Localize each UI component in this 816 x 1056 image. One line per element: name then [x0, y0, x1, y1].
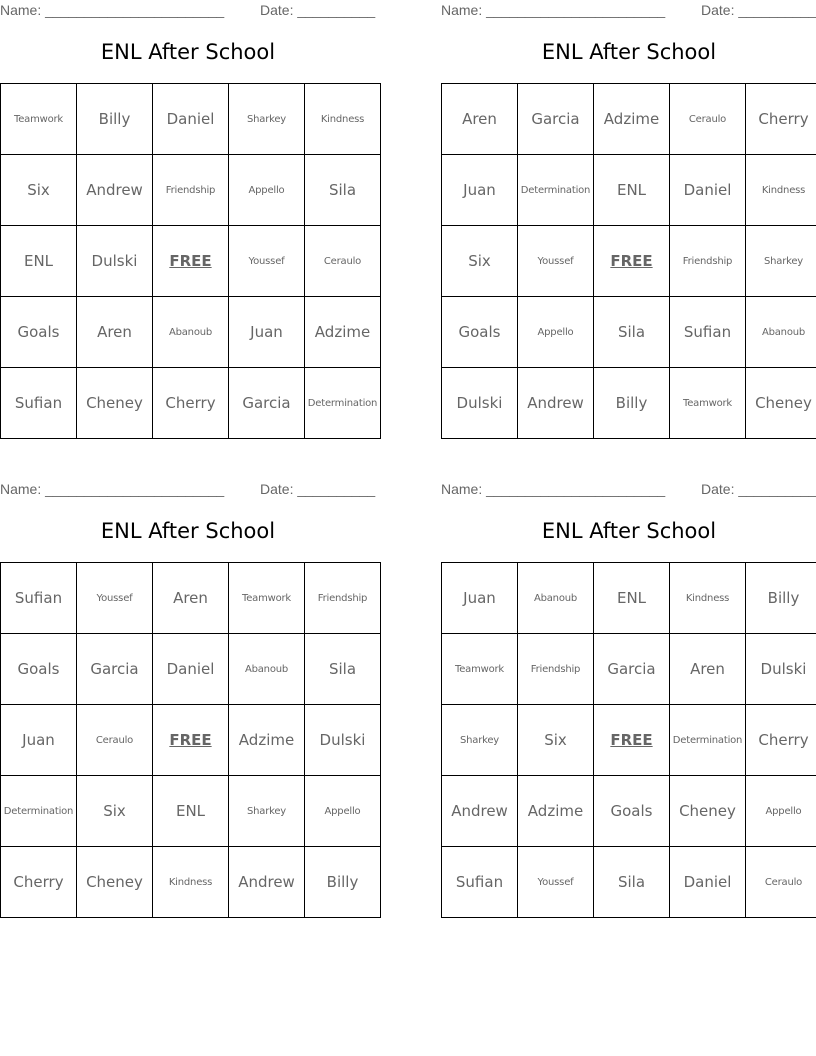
- bingo-cell: Cheney: [670, 776, 746, 847]
- bingo-cell: ENL: [594, 155, 670, 226]
- bingo-cell: Daniel: [153, 84, 229, 155]
- grid-row: [1, 776, 381, 847]
- bingo-cell: ENL: [594, 563, 670, 634]
- bingo-cell: Youssef: [518, 847, 594, 918]
- bingo-cell: Cherry: [746, 705, 816, 776]
- bingo-cell: Kindness: [670, 563, 746, 634]
- bingo-cell: Andrew: [518, 368, 594, 439]
- bingo-cell: Daniel: [153, 634, 229, 705]
- date-field-label: Date: __________: [260, 2, 376, 18]
- bingo-cell: Dulski: [746, 634, 816, 705]
- bingo-cell: Sila: [594, 847, 670, 918]
- bingo-cell: Six: [1, 155, 77, 226]
- bingo-cell: Aren: [670, 634, 746, 705]
- bingo-cell: Andrew: [77, 155, 153, 226]
- bingo-cell: Goals: [594, 776, 670, 847]
- bingo-cell: Andrew: [442, 776, 518, 847]
- bingo-cell: Ceraulo: [670, 84, 746, 155]
- bingo-cell: ENL: [153, 776, 229, 847]
- bingo-cell: Six: [442, 226, 518, 297]
- grid-row: [442, 563, 816, 634]
- bingo-cell: Determination: [518, 155, 594, 226]
- bingo-cell: Sharkey: [442, 705, 518, 776]
- grid-row: [1, 705, 381, 776]
- grid-row: [1, 84, 381, 155]
- bingo-cell: Dulski: [442, 368, 518, 439]
- date-field-label: Date: __________: [701, 481, 816, 497]
- bingo-grid: [441, 83, 816, 439]
- grid-row: [1, 634, 381, 705]
- date-field-label: Date: __________: [701, 2, 816, 18]
- bingo-cell: Aren: [442, 84, 518, 155]
- bingo-cell: Sila: [305, 634, 381, 705]
- grid-row: [1, 155, 381, 226]
- bingo-cell: Dulski: [305, 705, 381, 776]
- bingo-cell: Juan: [442, 155, 518, 226]
- bingo-cell: Sharkey: [229, 84, 305, 155]
- bingo-cell: Abanoub: [746, 297, 816, 368]
- bingo-cell: Garcia: [229, 368, 305, 439]
- bingo-cell: Daniel: [670, 155, 746, 226]
- bingo-cell: Six: [518, 705, 594, 776]
- grid-row: [442, 84, 816, 155]
- bingo-cell: Sila: [594, 297, 670, 368]
- bingo-cell: Ceraulo: [77, 705, 153, 776]
- bingo-cell: Sufian: [442, 847, 518, 918]
- bingo-cell: Teamwork: [229, 563, 305, 634]
- bingo-cell: Youssef: [518, 226, 594, 297]
- bingo-cell: Cheney: [746, 368, 816, 439]
- bingo-cell: Juan: [229, 297, 305, 368]
- bingo-cell: Determination: [305, 368, 381, 439]
- grid-row: [1, 226, 381, 297]
- grid-row: [1, 297, 381, 368]
- card-title: ENL After School: [100, 40, 276, 64]
- name-date-line: [441, 479, 816, 501]
- bingo-grid: [441, 562, 816, 918]
- bingo-cell: Friendship: [305, 563, 381, 634]
- bingo-cell: Determination: [670, 705, 746, 776]
- bingo-cell: Garcia: [77, 634, 153, 705]
- bingo-cell: Abanoub: [153, 297, 229, 368]
- name-date-line: [441, 0, 816, 22]
- bingo-cell: Goals: [1, 634, 77, 705]
- bingo-cell: Friendship: [670, 226, 746, 297]
- card-title: ENL After School: [100, 519, 276, 543]
- bingo-cell: Youssef: [77, 563, 153, 634]
- bingo-cell: Juan: [1, 705, 77, 776]
- bingo-cell: Friendship: [518, 634, 594, 705]
- bingo-cell: Abanoub: [229, 634, 305, 705]
- card-title: ENL After School: [541, 40, 717, 64]
- bingo-cell: Ceraulo: [305, 226, 381, 297]
- grid-row: [442, 705, 816, 776]
- grid-row: [1, 563, 381, 634]
- bingo-cell: Adzime: [229, 705, 305, 776]
- bingo-cell: Juan: [442, 563, 518, 634]
- bingo-cell: Teamwork: [442, 634, 518, 705]
- name-field-label: Name: _______________________: [441, 2, 666, 18]
- free-space-cell: FREE: [153, 226, 229, 297]
- bingo-cell: Sufian: [670, 297, 746, 368]
- bingo-grid: [0, 562, 381, 918]
- bingo-cell: Cherry: [746, 84, 816, 155]
- bingo-cell: Goals: [1, 297, 77, 368]
- bingo-cell: Sharkey: [229, 776, 305, 847]
- bingo-cell: Cheney: [77, 368, 153, 439]
- bingo-cell: Goals: [442, 297, 518, 368]
- bingo-cell: Appello: [518, 297, 594, 368]
- bingo-cell: Sufian: [1, 563, 77, 634]
- date-field-label: Date: __________: [260, 481, 376, 497]
- bingo-cell: Youssef: [229, 226, 305, 297]
- grid-row: [1, 847, 381, 918]
- bingo-cell: Garcia: [518, 84, 594, 155]
- bingo-cell: Six: [77, 776, 153, 847]
- bingo-cell: Billy: [77, 84, 153, 155]
- bingo-cell: Appello: [746, 776, 816, 847]
- grid-row: [442, 297, 816, 368]
- bingo-cell: Cheney: [77, 847, 153, 918]
- card-title: ENL After School: [541, 519, 717, 543]
- grid-row: [442, 776, 816, 847]
- bingo-cell: Aren: [77, 297, 153, 368]
- grid-row: [1, 368, 381, 439]
- free-space-cell: FREE: [594, 226, 670, 297]
- bingo-cell: Friendship: [153, 155, 229, 226]
- bingo-cell: Determination: [1, 776, 77, 847]
- bingo-cell: Abanoub: [518, 563, 594, 634]
- grid-row: [442, 634, 816, 705]
- bingo-cell: Andrew: [229, 847, 305, 918]
- bingo-cell: Appello: [305, 776, 381, 847]
- bingo-cell: Cherry: [1, 847, 77, 918]
- name-date-line: [0, 0, 376, 22]
- bingo-cell: Kindness: [153, 847, 229, 918]
- name-field-label: Name: _______________________: [0, 481, 225, 497]
- bingo-cell: Adzime: [518, 776, 594, 847]
- bingo-cell: Sila: [305, 155, 381, 226]
- bingo-cell: Daniel: [670, 847, 746, 918]
- name-field-label: Name: _______________________: [441, 481, 666, 497]
- grid-row: [442, 368, 816, 439]
- name-field-label: Name: _______________________: [0, 2, 225, 18]
- grid-row: [442, 847, 816, 918]
- bingo-cell: Billy: [746, 563, 816, 634]
- bingo-grid: [0, 83, 381, 439]
- bingo-cell: Sharkey: [746, 226, 816, 297]
- bingo-cell: Sufian: [1, 368, 77, 439]
- bingo-cell: Adzime: [305, 297, 381, 368]
- bingo-cell: Aren: [153, 563, 229, 634]
- name-date-line: [0, 479, 376, 501]
- free-space-cell: FREE: [153, 705, 229, 776]
- grid-row: [442, 155, 816, 226]
- bingo-cell: Teamwork: [1, 84, 77, 155]
- grid-row: [442, 226, 816, 297]
- bingo-cell: Cherry: [153, 368, 229, 439]
- bingo-cell: Teamwork: [670, 368, 746, 439]
- bingo-cell: Garcia: [594, 634, 670, 705]
- free-space-cell: FREE: [594, 705, 670, 776]
- bingo-cell: Dulski: [77, 226, 153, 297]
- bingo-cell: Billy: [305, 847, 381, 918]
- bingo-cell: Kindness: [305, 84, 381, 155]
- bingo-cell: Adzime: [594, 84, 670, 155]
- bingo-cell: ENL: [1, 226, 77, 297]
- bingo-cell: Ceraulo: [746, 847, 816, 918]
- bingo-cell: Billy: [594, 368, 670, 439]
- bingo-cell: Kindness: [746, 155, 816, 226]
- bingo-cell: Appello: [229, 155, 305, 226]
